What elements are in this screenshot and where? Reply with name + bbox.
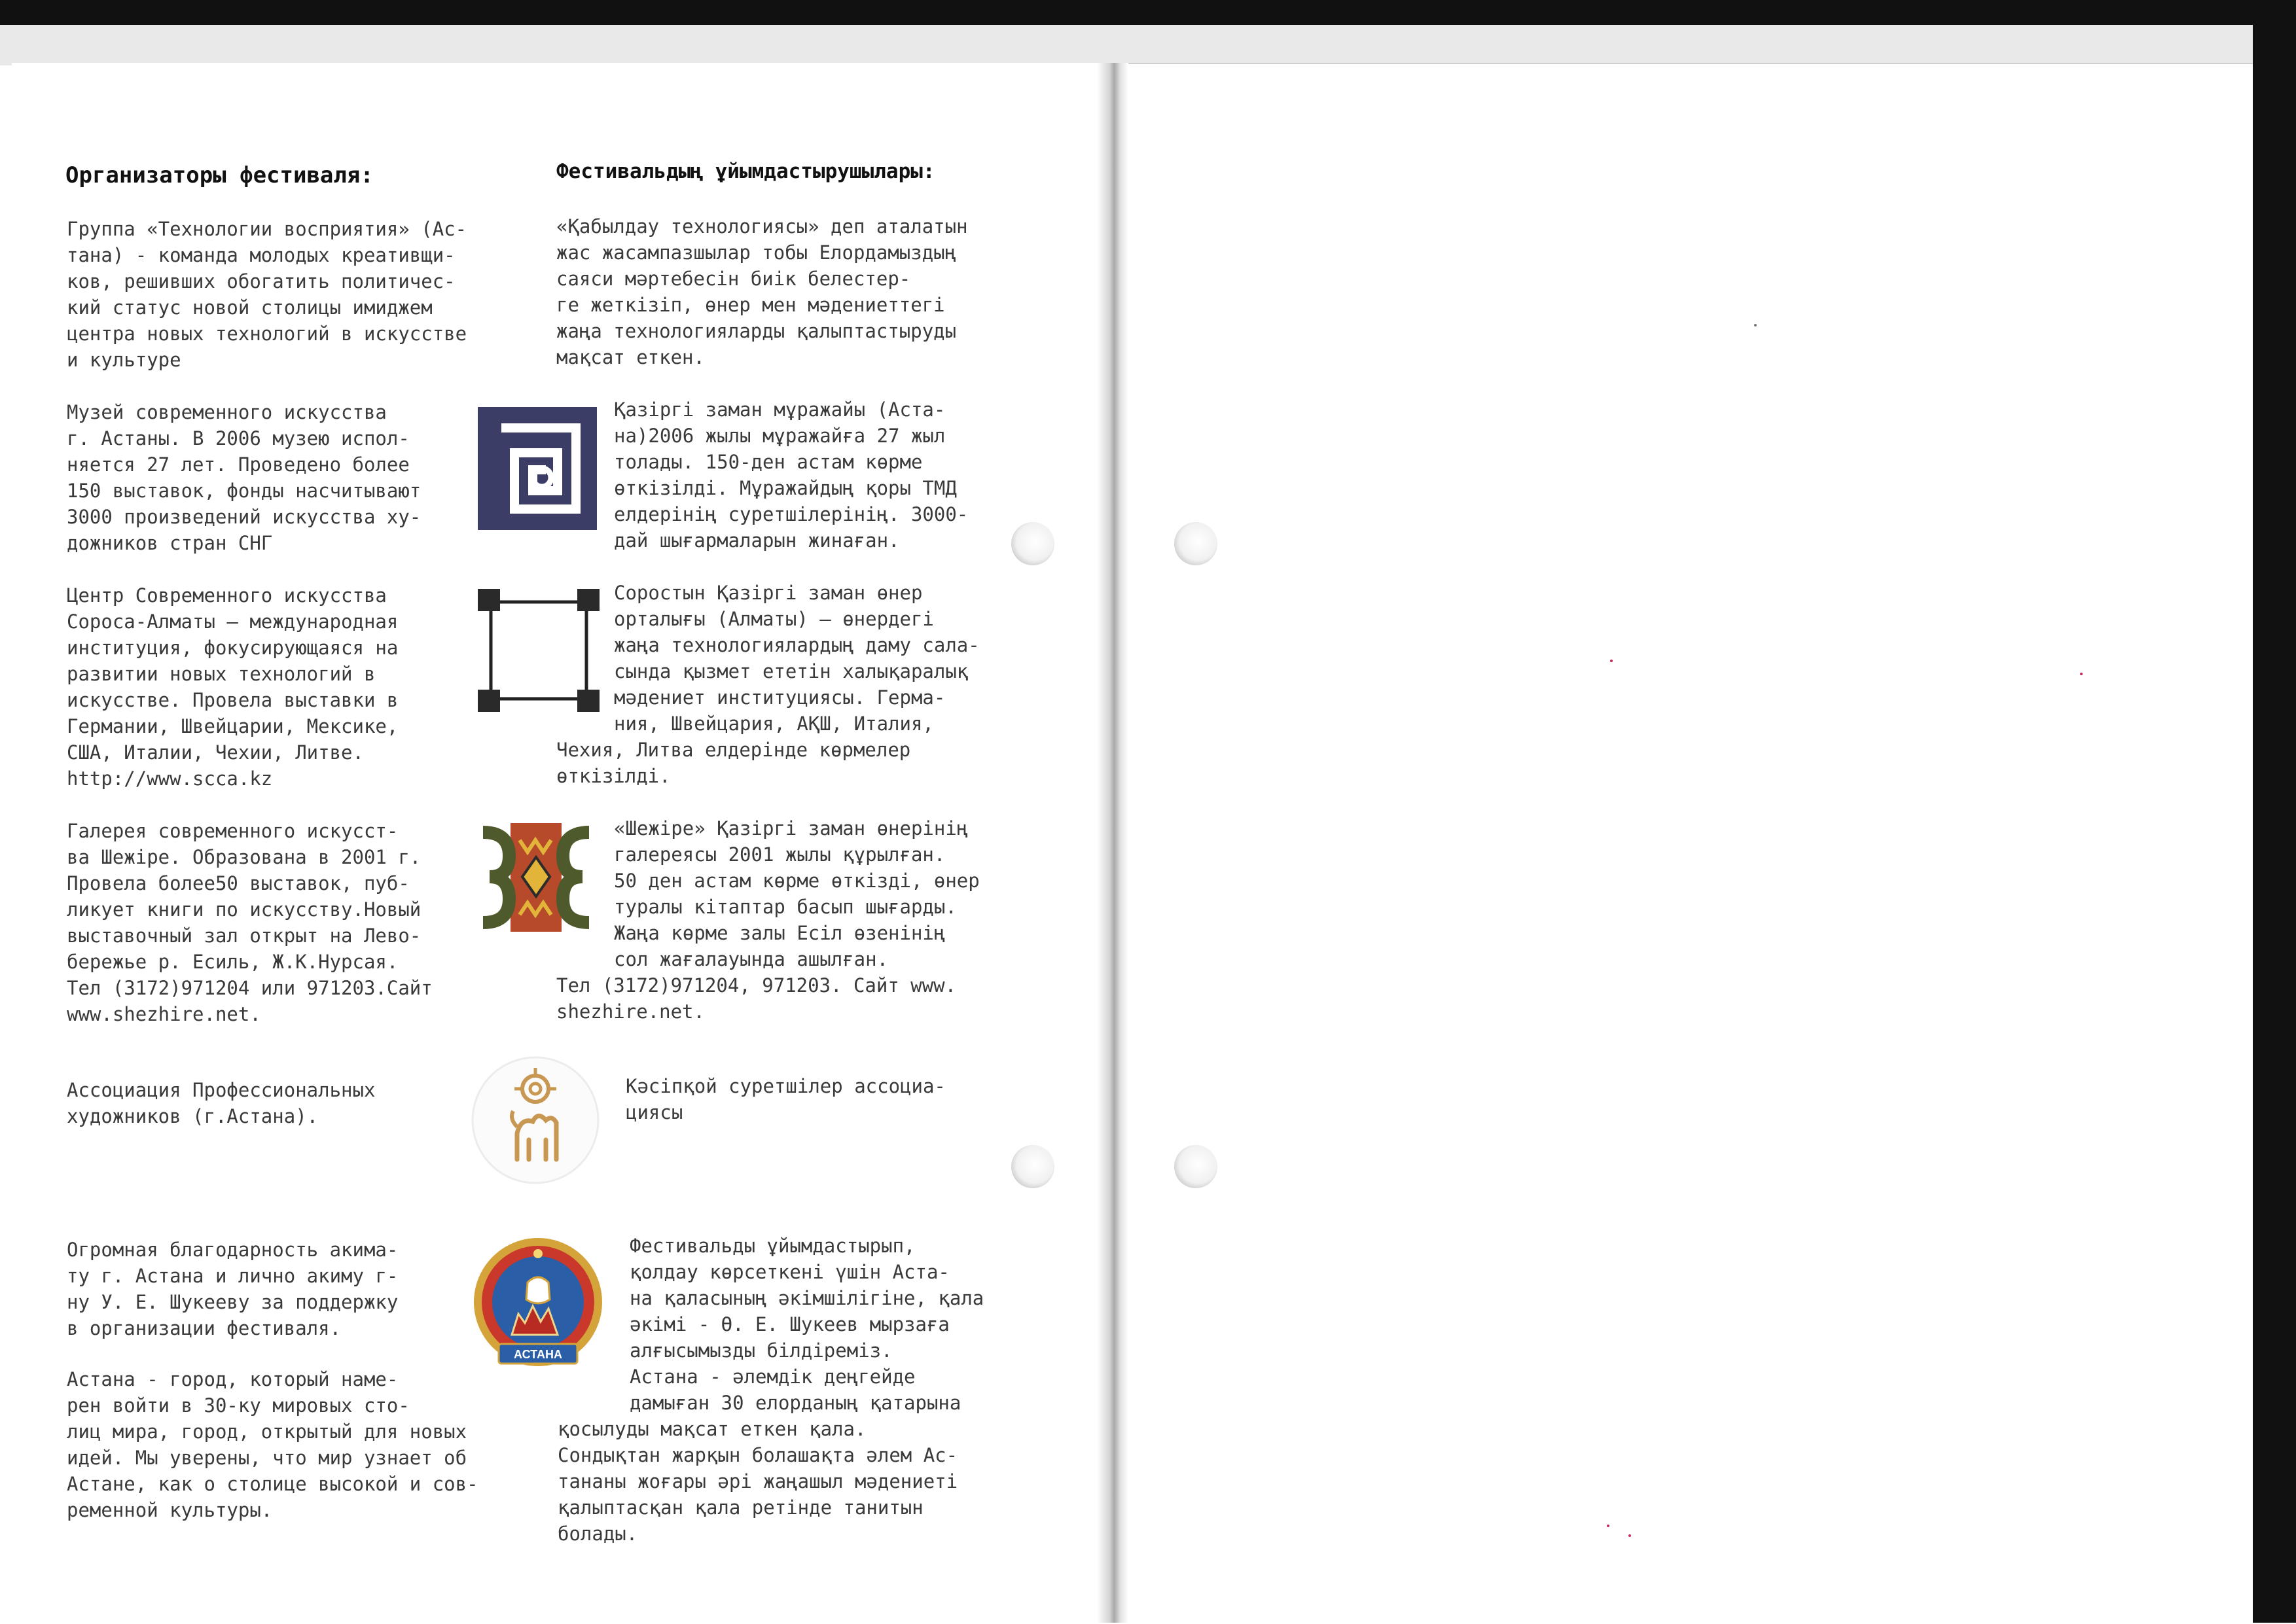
astana-emblem [473,1237,603,1370]
scan-speck [1610,660,1613,662]
punch-hole [1011,1145,1054,1188]
shezhire-text-kz-a: «Шежіре» Қазіргі заман өнерінің галереясы 2001 жылы құрылған. 50 ден астам көрме өткізді, өнер туралы кітаптар басып шығарды. Жаңа көрме залы Есіл өзенінің сол жағалауында ашылған. [614,817,980,970]
scan-border-right [2253,13,2296,1623]
scan-speck [1607,1525,1609,1527]
museum-text-kz: Қазіргі заман мұражайы (Аста- на)2006 жылы мұражайға 27 жыл толады. 150-ден астам көрме өткізілді. Мұражайдың қоры ТМД елдерінің суретшілерінің. 3000- дай шығармаларын жинаған. [614,398,969,552]
thanks-text-ru: Огромная благодарность акима- ту г. Астана и лично акиму г- ну У. Е. Шукееву за поддержку в организации фестиваля. [67,1239,399,1339]
punch-hole [1011,522,1054,565]
ornament-logo [476,817,596,938]
shezhire-text-kz-b: Тел (3172)971204, 971203. Сайт www. shezhire.net. [556,974,957,1023]
scan-border-top [0,0,2296,25]
group-text-ru: Группа «Технологии восприятия» (Ас- тана) - команда молодых креативщи- ков, решивших обогатить политичес- кий статус новой столицы имиджем центра новых технологий в искусстве и культуре [67,218,467,371]
scan-speck [1754,324,1757,327]
camel-circle-logo [470,1055,601,1186]
shezhire-text-ru: Галерея современного искусст- ва Шежіре. Образована в 2001 г. Провела более50 выставок, пуб- ликует книги по искусству.Новый выставочный зал открыт на Лево- бережье р. Есиль, Ж.К.Нурсая. Тел (3172)971204 или 971203.Сайт www.shezhire.net. [67,820,433,1025]
association-text-kz: Кәсіпқой суретшілер ассоциа- циясы [626,1075,946,1123]
scan-background [0,25,2296,65]
scan-speck [2080,673,2083,675]
soros-text-ru: Центр Современного искусства Сороса-Алматы — международная институция, фокусирующаяся на развитии новых технологий в искусстве. Провела выставки в Германии, Швейцарии, Мексике, США, Италии, Чехии, Литве. http://www.scca.kz [67,584,399,790]
square-frame-logo [478,589,600,712]
punch-hole [1174,522,1217,565]
soros-text-kz-b: Чехия, Литва елдерінде көрмелер өткізілді. [556,739,911,787]
left-heading: Организаторы фестиваля: [65,162,374,188]
book-gutter [1097,63,1128,1623]
thanks-text-kz-a: Фестивальды ұйымдастырып, қолдау көрсеткені үшін Аста- на қаласының әкімшілігіне, қала әкімі - Ө. Е. Шукеев мырзаға алғысымызды білдіреміз. Астана - әлемдік деңгейде дамыған 30 елорданың қатарына [630,1235,984,1414]
association-text-ru: Ассоциация Профессиональных художников (г.Астана). [67,1079,376,1127]
museum-text-ru: Музей современного искусства г. Астаны. В 2006 музею испол- няется 27 лет. Проведено более 150 выставок, фонды насчитывают 3000 произведений искусства ху- дожников стран СНГ [67,401,422,554]
thanks-text-kz-b: қосылуды мақсат еткен қала. Сондықтан жарқын болашақта әлем Ас- тананы жоғары әрі жаңашыл мәдениеті қалыптасқан қала ретінде танитын болады. [558,1418,958,1545]
scan-speck [1628,1534,1631,1537]
astana-text-ru: Астана - город, который наме- рен войти в 30-ку мировых сто- лиц мира, город, открытый для новых идей. Мы уверены, что мир узнает об Астане, как о столице высокой и сов- ременной культуры. [67,1368,478,1521]
right-heading: Фестивальдың ұйымдастырушылары: [556,160,935,183]
soros-text-kz-a: Соростын Қазіргі заман өнер орталығы (Алматы) — өнердегі жаңа технологиялардың даму сала- сында қызмет ететін халықаралық мәдениет институциясы. Герма- ния, Швейцария, АҚШ, Италия, [614,582,980,735]
astana-emblem-text: АСТАНА [514,1348,562,1361]
spiral-square-logo [478,407,597,530]
right-page [1128,63,2253,1624]
punch-hole [1174,1145,1217,1188]
group-text-kz: «Қабылдау технологиясы» деп аталатын жас жасампазшылар тобы Елордамыздың саяси мәртебесін биік белестер- ге жеткізіп, өнер мен мәдениеттегі жаңа технологияларды қалыптастыруды мақсат еткен. [556,215,968,368]
